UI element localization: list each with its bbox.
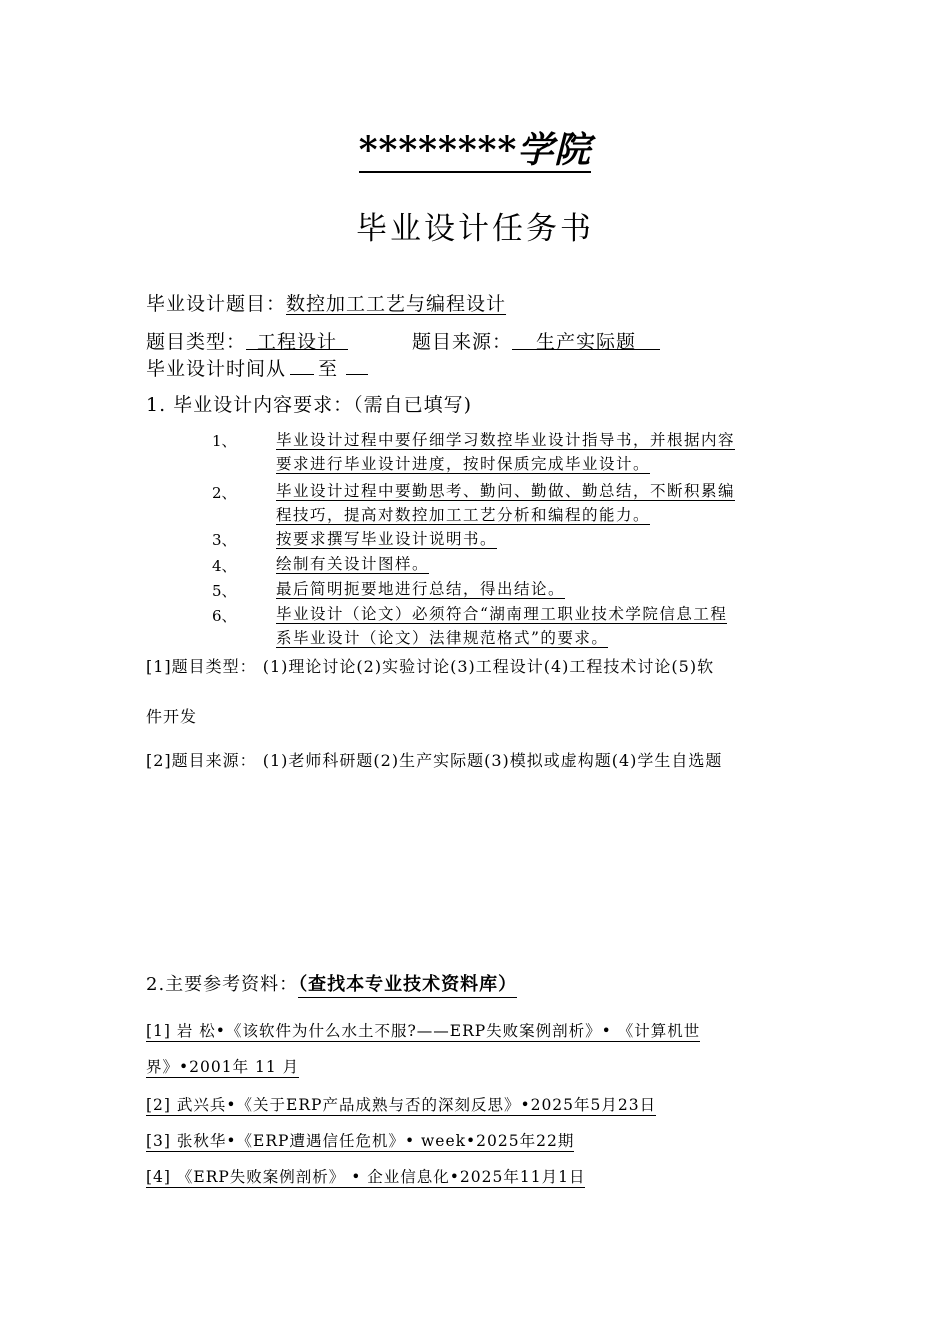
reference-item: [1] 岩 松•《该软件为什么水土不服?——ERP失败案例剖析》• 《计算机世 [146,1022,701,1040]
section2-heading: 2.主要参考资料：（查找本专业技术资料库） [146,970,517,996]
topic-row [146,289,506,316]
note-type: [1]题目类型： (1)理论讨论(2)实验讨论(3)工程设计(4)工程技术讨论(5)软 [146,657,715,676]
req-item: 绘制有关设计图样。 [276,555,430,573]
source-row [412,327,660,354]
document-title: 毕业设计任务书 [356,211,594,247]
section1-heading: 1. 毕业设计内容要求：（需自已填写) [146,394,473,416]
school-name: ********学院 [358,129,592,171]
note-source: [2]题目来源： (1)老师科研题(2)生产实际题(3)模拟或虚构题(4)学生自选题 [146,751,723,770]
req-item: 毕业设计（论文）必须符合“湖南理工职业技术学院信息工程 系毕业设计（论文）法律规范格式”的要求。 [276,605,728,647]
req-num: 3、 [212,531,237,549]
req-num: 4、 [212,557,237,575]
type-value: 工程设计 [246,327,348,350]
req-item: 毕业设计过程中要勤思考、勤问、勤做、勤总结，不断积累编 程技巧，提高对数控加工工艺分析和编程的能力。 [276,482,736,524]
source-label: 题目来源： [412,331,513,353]
topic-label: 毕业设计题目： [146,293,287,315]
req-num: 6、 [212,607,237,625]
type-label: 题目类型： [146,331,247,353]
reference-item: [4] 《ERP失败案例剖析》 • 企业信息化•2025年11月1日 [146,1168,586,1186]
req-num: 2、 [212,484,237,502]
type-row [146,327,348,354]
time-row [146,352,368,381]
req-item: 毕业设计过程中要仔细学习数控毕业设计指导书，并根据内容 要求进行毕业设计进度，按时保质完成毕业设计。 [276,431,736,473]
req-item: 最后简明扼要地进行总结，得出结论。 [276,580,566,598]
reference-item-cont: 界》•2001年 11 月 [146,1058,300,1076]
reference-item: [2] 武兴兵•《关于ERP产品成熟与否的深刻反思》•2025年5月23日 [146,1096,657,1114]
req-num: 5、 [212,582,237,600]
section2-heading-note: （查找本专业技术资料库） [298,974,517,998]
topic-value: 数控加工工艺与编程设计 [286,293,507,315]
time-label: 毕业设计时间从 [146,358,287,380]
time-start-blank [290,352,314,375]
reference-item: [3] 张秋华•《ERP遭遇信任危机》• week•2025年22期 [146,1132,575,1150]
time-end-blank [346,352,368,375]
note-type-cont: 件开发 [146,707,198,726]
req-num: 1、 [212,432,237,450]
time-to: 至 [318,358,339,380]
source-value: 生产实际题 [512,327,660,350]
req-item: 按要求撰写毕业设计说明书。 [276,530,498,548]
